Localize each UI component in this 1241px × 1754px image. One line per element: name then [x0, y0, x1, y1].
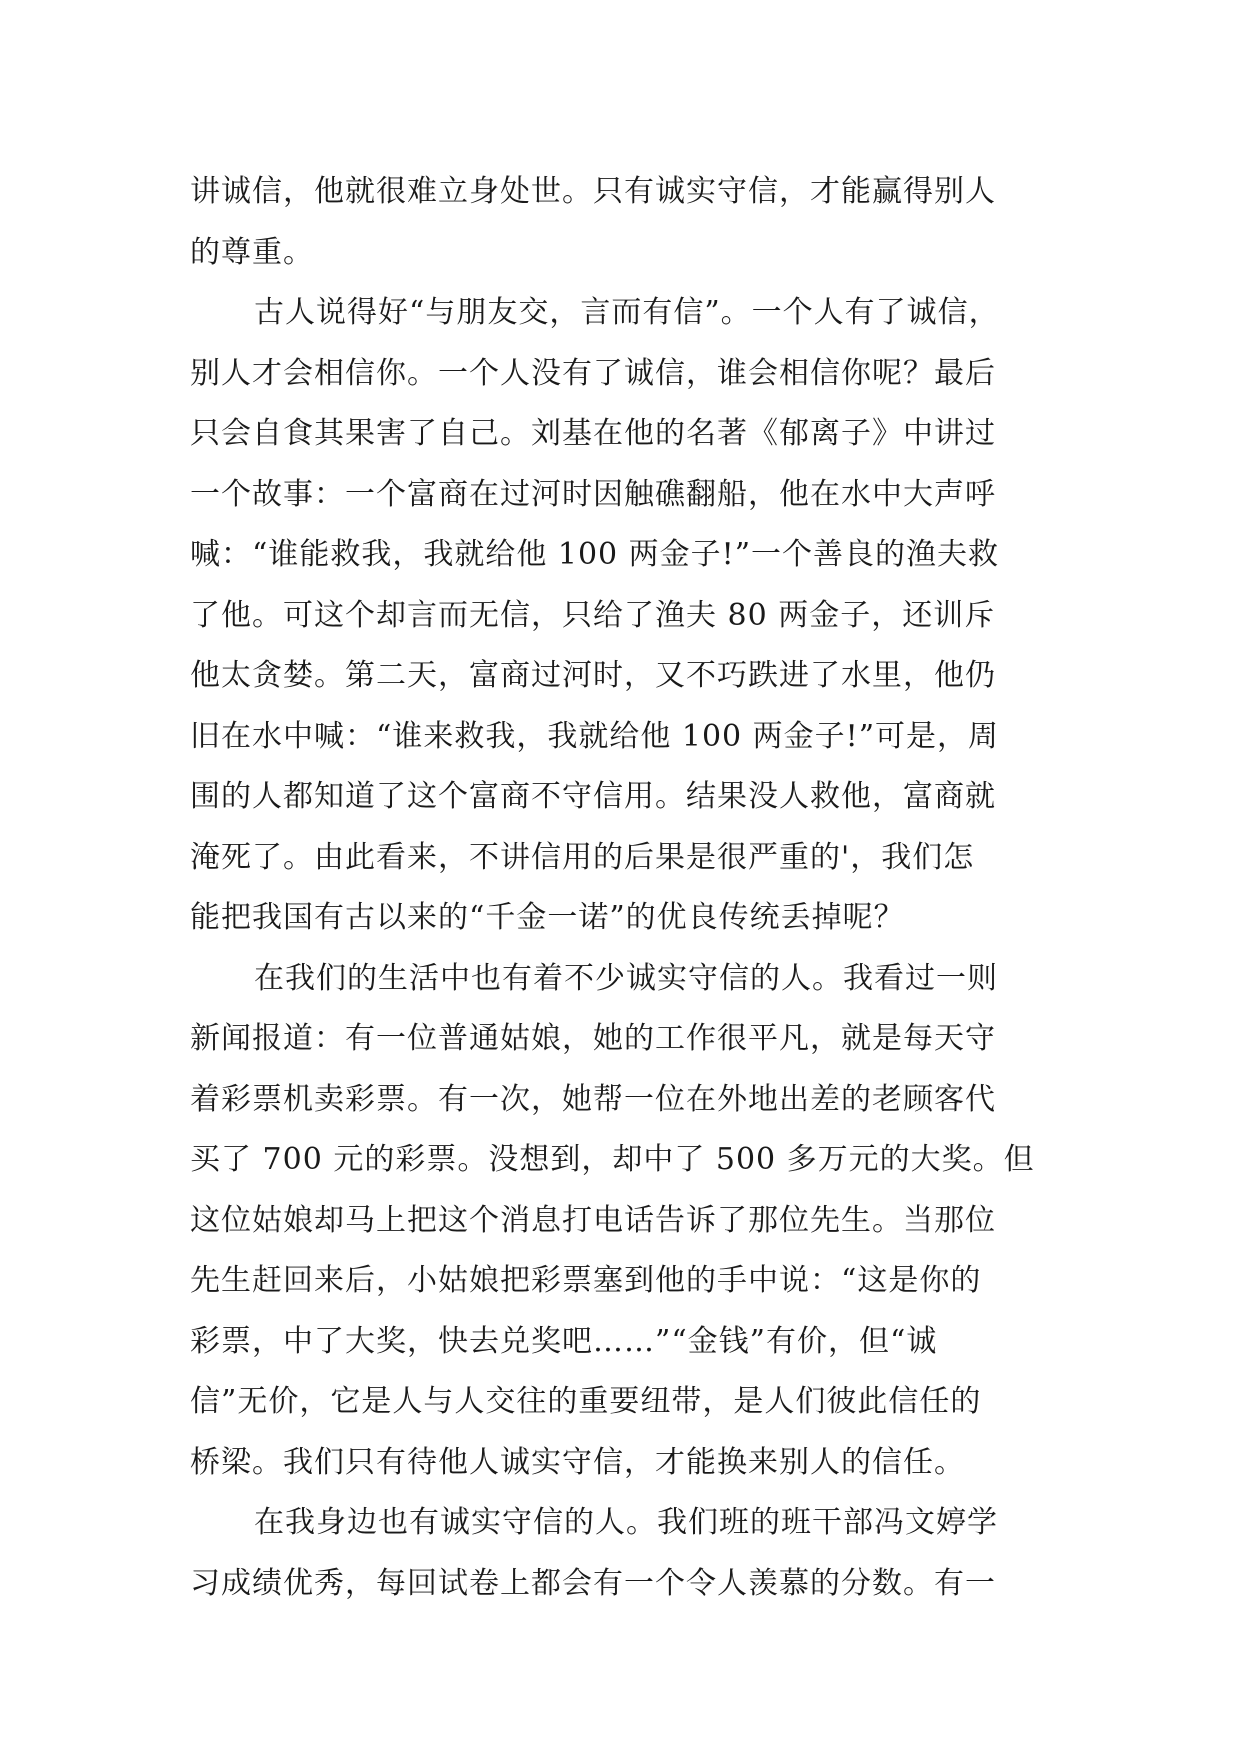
text-line: 能把我国有古以来的“千金一诺”的优良传统丢掉呢？	[190, 900, 905, 935]
text-line: 着彩票机卖彩票。有一次，她帮一位在外地出差的老顾客代	[190, 1081, 996, 1117]
paragraph-start-line: 古人说得好“与朋友交，言而有信”。一个人有了诚信，	[254, 295, 1000, 330]
text-line: 的尊重。	[190, 234, 314, 270]
text-line: 淹死了。由此看来，不讲信用的后果是很严重的'，我们怎	[190, 839, 975, 875]
text-line: 他太贪婪。第二天，富商过河时，又不巧跌进了水里，他仍	[190, 658, 996, 693]
text-line: 一个故事：一个富商在过河时因触礁翻船，他在水中大声呼	[190, 476, 996, 512]
paragraph-start-line: 在我们的生活中也有着不少诚实守信的人。我看过一则	[254, 960, 998, 996]
text-line: 买了 700 元的彩票。没想到，却中了 500 多万元的大奖。但	[190, 1142, 1035, 1177]
document-body	[190, 162, 1050, 1614]
text-line: 喊：“谁能救我，我就给他 100 两金子!”一个善良的渔夫救	[190, 537, 1000, 572]
text-line: 习成绩优秀，每回试卷上都会有一个令人羡慕的分数。有一	[190, 1565, 996, 1601]
text-line: 别人才会相信你。一个人没有了诚信，谁会相信你呢？最后	[190, 355, 996, 391]
text-line: 了他。可这个却言而无信，只给了渔夫 80 两金子，还训斥	[190, 597, 996, 633]
text-line: 先生赶回来后，小姑娘把彩票塞到他的手中说：“这是你的	[190, 1263, 982, 1298]
text-line: 只会自食其果害了自己。刘基在他的名著《郁离子》中讲过	[190, 416, 996, 451]
text-line: 讲诚信，他就很难立身处世。只有诚实守信，才能赢得别人	[190, 174, 996, 209]
paragraph-start-line: 在我身边也有诚实守信的人。我们班的班干部冯文婷学	[254, 1505, 998, 1540]
text-line: 彩票，中了大奖，快去兑奖吧……”“金钱”有价，但“诚	[190, 1323, 938, 1359]
text-line: 信”无价，它是人与人交往的重要纽带，是人们彼此信任的	[190, 1384, 982, 1419]
text-line: 旧在水中喊：“谁来救我，我就给他 100 两金子!”可是，周	[190, 718, 1000, 754]
text-line: 桥梁。我们只有待他人诚实守信，才能换来别人的信任。	[190, 1444, 965, 1480]
text-line: 这位姑娘却马上把这个消息打电话告诉了那位先生。当那位	[190, 1202, 996, 1238]
text-line: 新闻报道：有一位普通姑娘，她的工作很平凡，就是每天守	[190, 1021, 996, 1056]
text-line: 围的人都知道了这个富商不守信用。结果没人救他，富商就	[190, 779, 996, 814]
